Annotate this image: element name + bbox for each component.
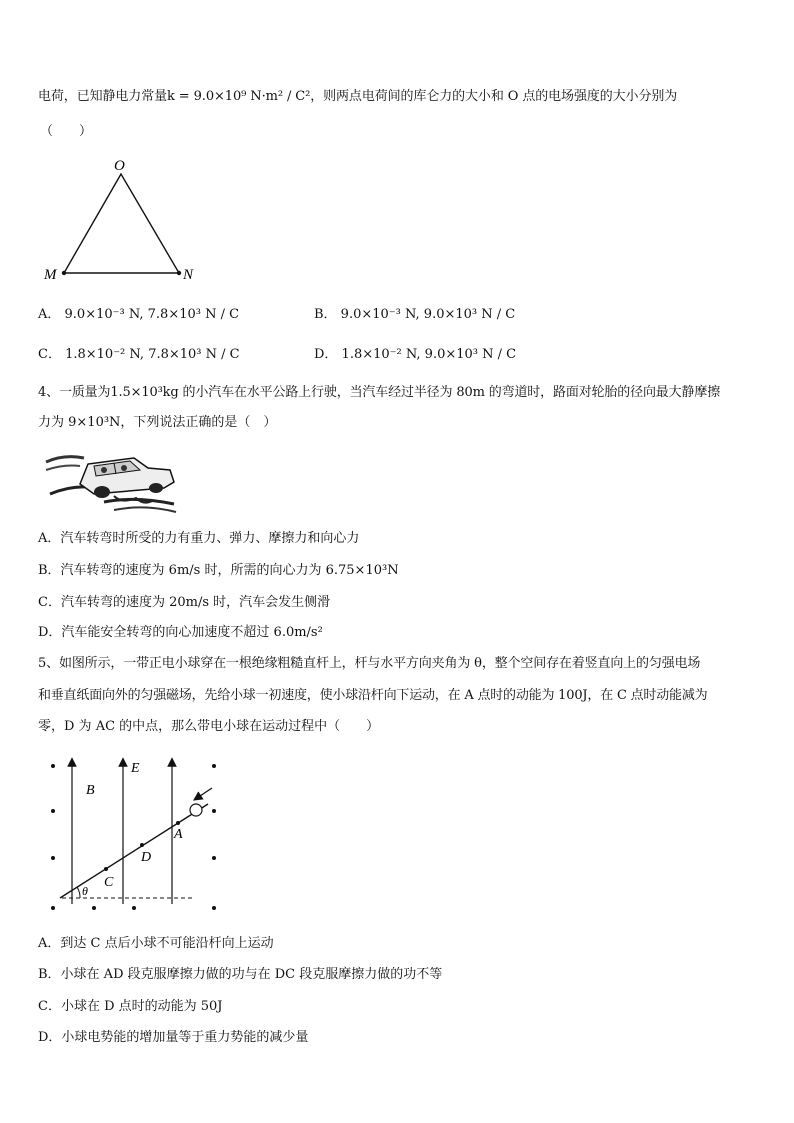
q5-option-d: D．小球电势能的增加量等于重力势能的减少量 [38, 1030, 309, 1045]
q3-option-c: C． 1.8×10⁻² N, 7.8×10³ N / C [38, 347, 240, 362]
q5-stem-line3: 零，D 为 AC 的中点，那么带电小球在运动过程中（ ） [38, 719, 380, 734]
car-turning-illustration [44, 444, 180, 516]
q5-stem-line1: 5、如图所示，一带正电小球穿在一根绝缘粗糙直杆上，杆与水平方向夹角为 θ，整个空间存在着竖直向上的匀强电场 [38, 656, 701, 671]
label-M: M [44, 267, 57, 283]
q4-option-a: A．汽车转弯时所受的力有重力、弹力、摩擦力和向心力 [38, 531, 360, 546]
triangle-figure [36, 152, 206, 284]
label-theta: θ [82, 884, 88, 898]
q4-stem-line1: 4、一质量为1.5×10³kg 的小汽车在水平公路上行驶，当汽车经过半径为 80m 的弯道时，路面对轮胎的径向最大静摩擦 [38, 385, 721, 400]
label-C: C [104, 875, 114, 890]
q4-stem-line2: 力为 9×10³N，下列说法正确的是（ ） [38, 415, 277, 430]
q4-option-c: C．汽车转弯的速度为 20m/s 时，汽车会发生侧滑 [38, 595, 331, 610]
label-D: D [141, 850, 152, 865]
q5-option-b: B．小球在 AD 段克服摩擦力做的功与在 DC 段克服摩擦力做的功不等 [38, 967, 443, 982]
q3-option-b: B． 9.0×10⁻³ N, 9.0×10³ N / C [314, 307, 516, 322]
velocity-arrow [197, 788, 212, 798]
label-B: B [86, 783, 95, 798]
q5-option-c: C．小球在 D 点时的动能为 50J [38, 999, 223, 1014]
q3-option-a: A． 9.0×10⁻³ N, 7.8×10³ N / C [38, 307, 240, 322]
label-A: A [174, 827, 183, 842]
q4-option-d: D．汽车能安全转弯的向心加速度不超过 6.0m/s² [38, 625, 323, 640]
field-rod-figure [36, 752, 236, 922]
q5-stem-line2: 和垂直纸面向外的匀强磁场，先给小球一初速度，使小球沿杆向下运动，在 A 点时的动能为 100J，在 C 点时动能减为 [38, 688, 708, 703]
q4-option-b: B．汽车转弯的速度为 6m/s 时，所需的向心力为 6.75×10³N [38, 563, 399, 578]
charged-ball [190, 804, 202, 816]
q3-option-d: D． 1.8×10⁻² N, 9.0×10³ N / C [314, 347, 517, 362]
q3-stem-line2: （ ） [40, 124, 93, 139]
label-O: O [114, 158, 125, 174]
label-N: N [183, 267, 194, 283]
q3-stem-line1: 电荷，已知静电力常量k = 9.0×10⁹ N·m² / C²，则两点电荷间的库仑力的大小和 O 点的电场强度的大小分别为 [38, 89, 678, 104]
label-E: E [131, 761, 140, 776]
q5-option-a: A．到达 C 点后小球不可能沿杆向上运动 [38, 936, 274, 951]
